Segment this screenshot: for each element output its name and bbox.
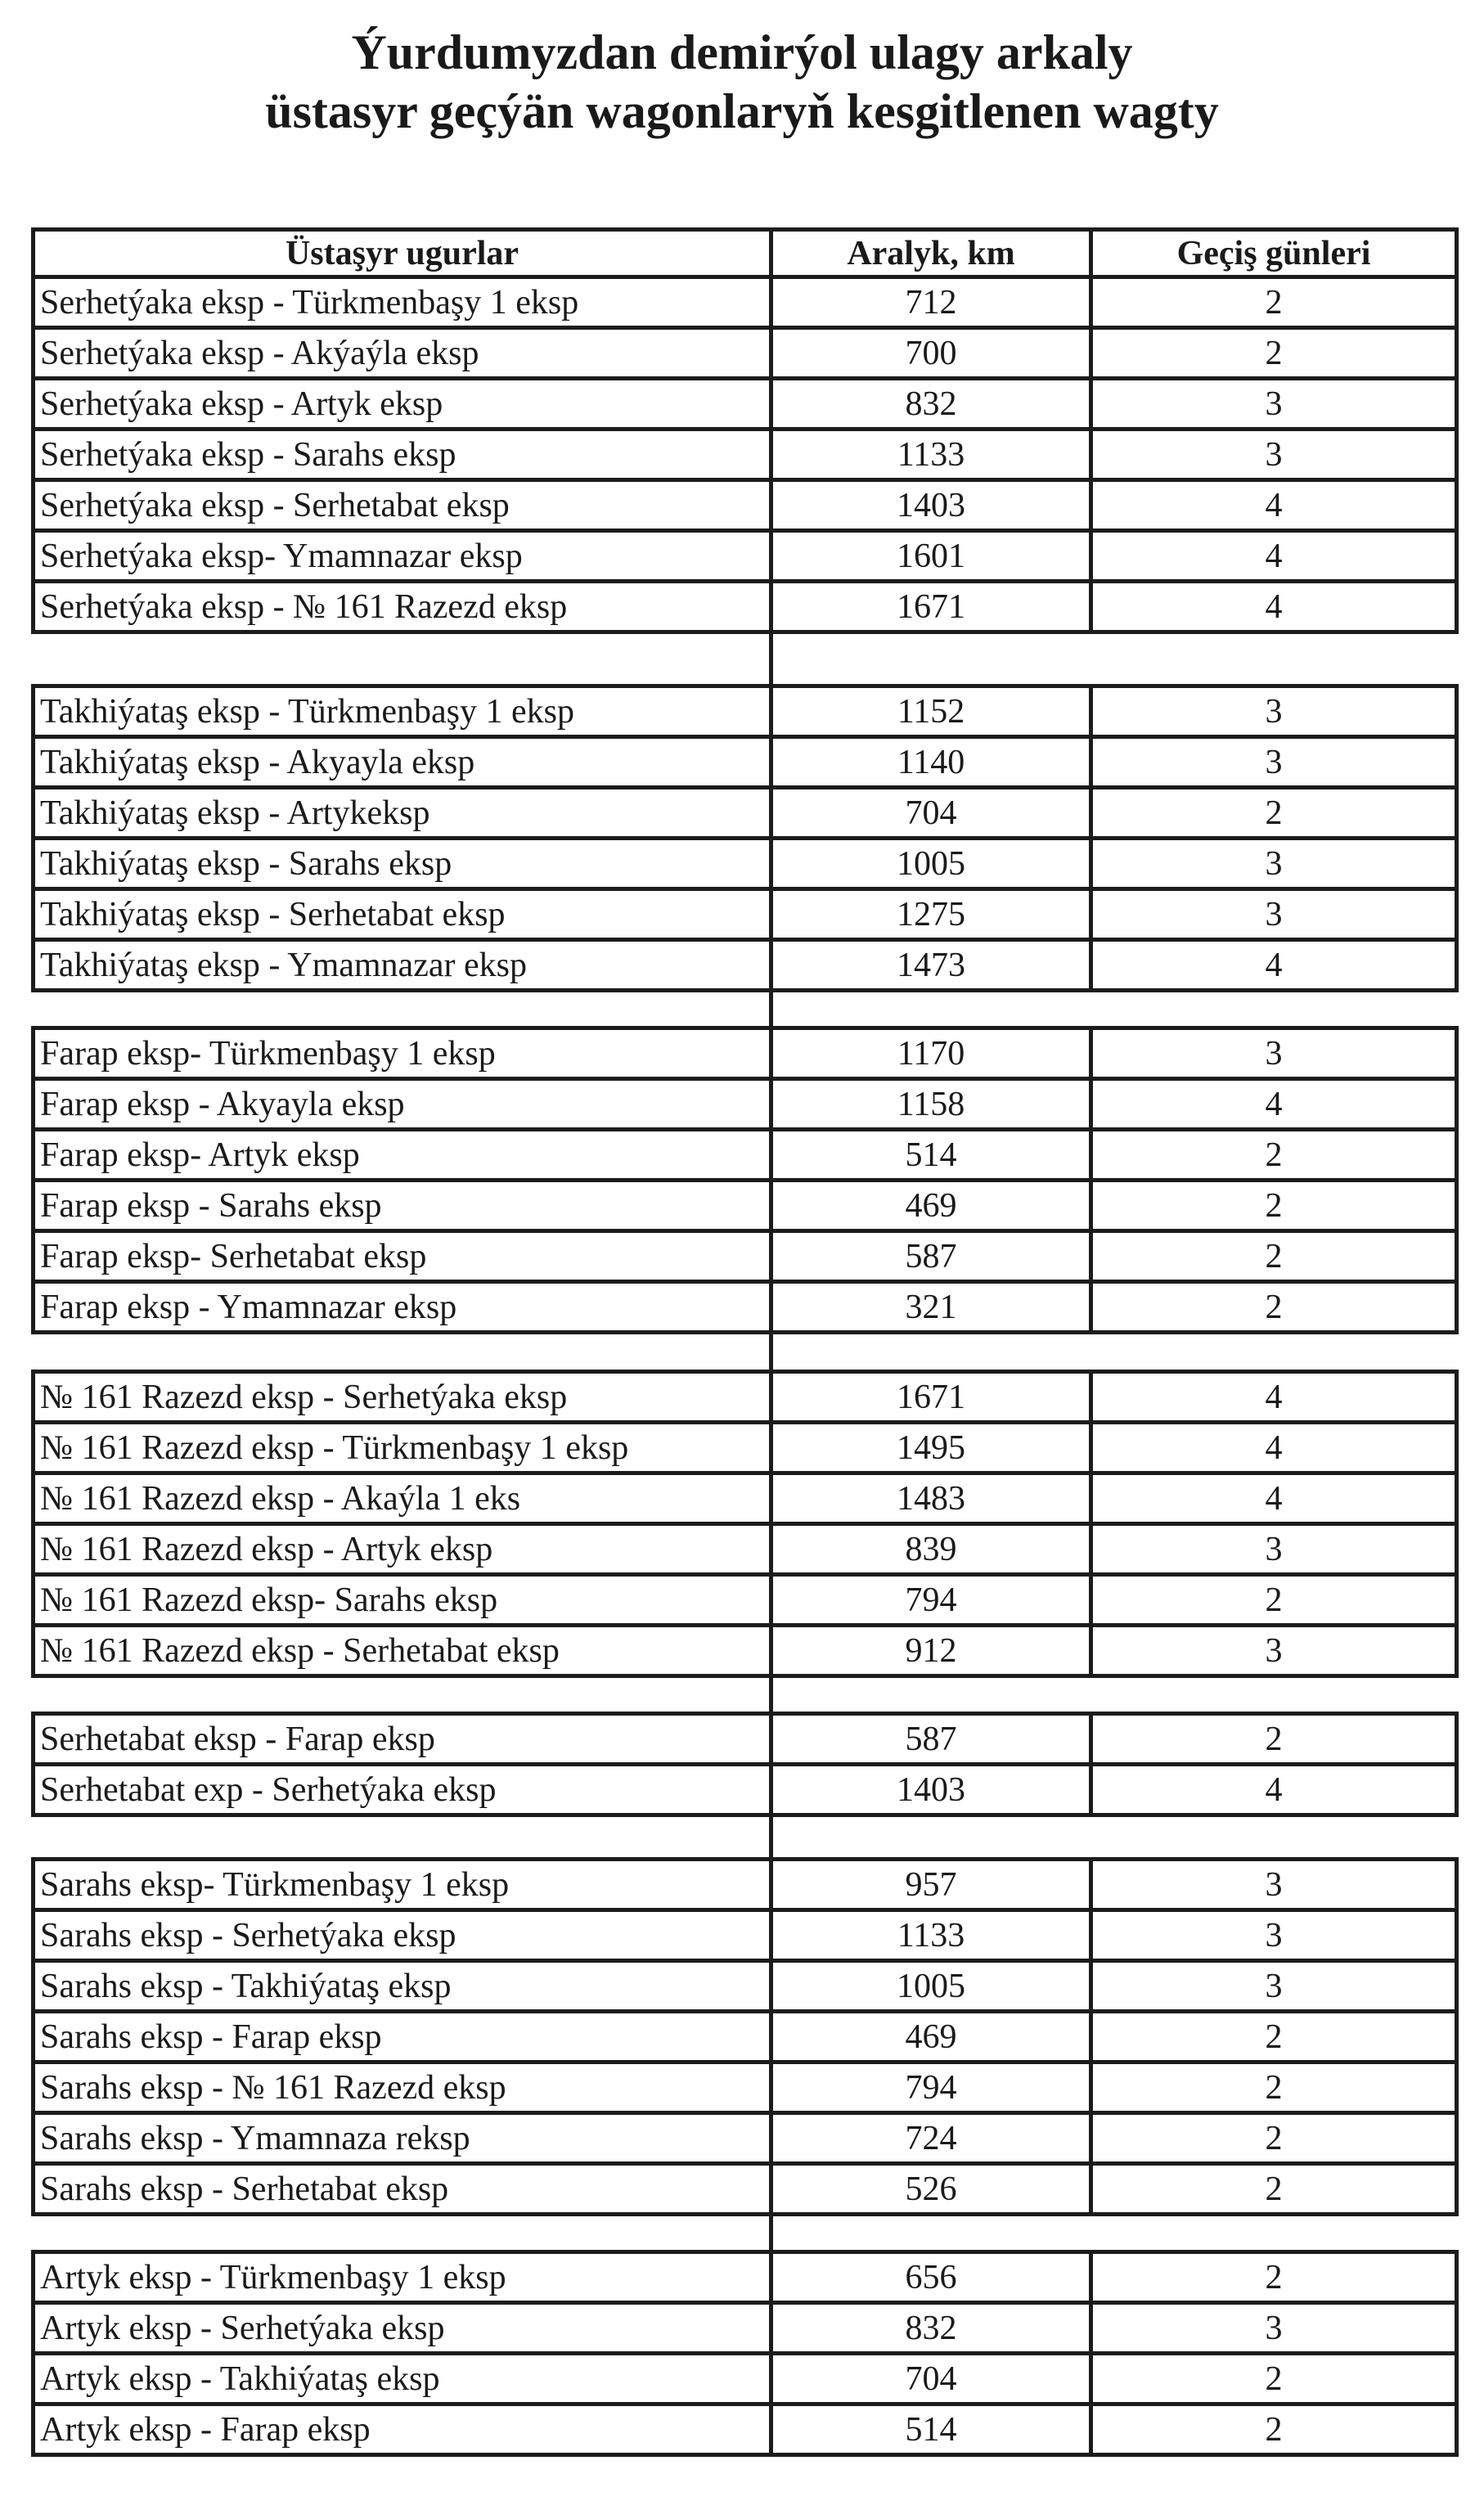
route-cell: Farap eksp - Akyayla eksp <box>35 1081 773 1127</box>
table-row <box>35 1526 1459 1577</box>
days-cell: 3 <box>1093 1526 1459 1572</box>
days-cell: 3 <box>1093 1963 1459 2009</box>
table-row <box>35 739 1459 789</box>
table-row <box>35 891 1459 942</box>
distance-cell: 704 <box>773 2355 1093 2402</box>
days-cell: 4 <box>1093 1766 1459 1813</box>
table-row <box>35 2166 1459 2216</box>
days-cell: 3 <box>1093 431 1459 478</box>
route-cell: № 161 Razezd eksp - Serhetýaka eksp <box>35 1374 773 1420</box>
distance-cell: 526 <box>773 2166 1093 2212</box>
route-cell: Artyk eksp - Serhetýaka eksp <box>35 2305 773 2351</box>
days-cell: 3 <box>1093 1627 1459 1674</box>
route-cell: № 161 Razezd eksp- Sarahs eksp <box>35 1577 773 1623</box>
table-row <box>35 2013 1459 2064</box>
days-cell: 4 <box>1093 942 1459 988</box>
distance-cell: 1495 <box>773 1424 1093 1471</box>
table-row <box>35 533 1459 583</box>
table-row <box>35 1284 1459 1334</box>
route-cell: Farap eksp- Türkmenbaşy 1 eksp <box>35 1030 773 1077</box>
route-cell: № 161 Razezd eksp - Akaýla 1 eks <box>35 1475 773 1522</box>
distance-cell: 1152 <box>773 688 1093 735</box>
column-header-distance: Aralyk, km <box>773 232 1093 275</box>
table-row <box>35 840 1459 891</box>
route-cell: Artyk eksp - Farap eksp <box>35 2406 773 2453</box>
distance-cell: 1275 <box>773 891 1093 938</box>
table-group <box>31 1026 1459 1334</box>
days-cell: 4 <box>1093 1475 1459 1522</box>
distance-cell: 1473 <box>773 942 1093 988</box>
route-cell: Takhiýataş eksp - Artykeksp <box>35 789 773 836</box>
days-cell: 3 <box>1093 2305 1459 2351</box>
table-row <box>35 1081 1459 1131</box>
table-row <box>35 380 1459 431</box>
route-cell: Sarahs eksp - № 161 Razezd eksp <box>35 2064 773 2111</box>
days-cell: 2 <box>1093 1577 1459 1623</box>
route-cell: Sarahs eksp - Ymamnaza reksp <box>35 2115 773 2161</box>
distance-cell: 794 <box>773 1577 1093 1623</box>
distance-cell: 656 <box>773 2254 1093 2301</box>
route-cell: Serhetýaka eksp - Serhetabat eksp <box>35 482 773 529</box>
table-row <box>35 1912 1459 1963</box>
table-row <box>35 1716 1459 1766</box>
table-row <box>35 1030 1459 1081</box>
table-row <box>35 942 1459 992</box>
table-group <box>31 684 1459 992</box>
table-row <box>35 789 1459 840</box>
distance-cell: 587 <box>773 1716 1093 1762</box>
route-cell: Serhetýaka eksp- Ymamnazar eksp <box>35 533 773 579</box>
distance-cell: 1158 <box>773 1081 1093 1127</box>
table-row <box>35 279 1459 330</box>
table-row <box>35 431 1459 482</box>
route-cell: Farap eksp- Artyk eksp <box>35 1131 773 1178</box>
route-cell: № 161 Razezd eksp - Artyk eksp <box>35 1526 773 1572</box>
group-separator-line <box>769 992 773 1026</box>
days-cell: 2 <box>1093 2115 1459 2161</box>
days-cell: 2 <box>1093 2064 1459 2111</box>
table-header-row <box>35 232 1459 279</box>
distance-cell: 321 <box>773 1284 1093 1330</box>
route-cell: № 161 Razezd eksp - Serhetabat eksp <box>35 1627 773 1674</box>
distance-cell: 1005 <box>773 1963 1093 2009</box>
table-row <box>35 2406 1459 2457</box>
days-cell: 3 <box>1093 1912 1459 1959</box>
days-cell: 2 <box>1093 789 1459 836</box>
table-row <box>35 2115 1459 2166</box>
route-cell: Sarahs eksp - Takhiýataş eksp <box>35 1963 773 2009</box>
days-cell: 4 <box>1093 1424 1459 1471</box>
days-cell: 2 <box>1093 2254 1459 2301</box>
table-row <box>35 1424 1459 1475</box>
distance-cell: 1671 <box>773 1374 1093 1420</box>
days-cell: 3 <box>1093 1861 1459 1908</box>
route-cell: Sarahs eksp - Serhetabat eksp <box>35 2166 773 2212</box>
table-row <box>35 2064 1459 2115</box>
route-cell: № 161 Razezd eksp - Türkmenbaşy 1 eksp <box>35 1424 773 1471</box>
distance-cell: 514 <box>773 1131 1093 1178</box>
days-cell: 4 <box>1093 1081 1459 1127</box>
table-row <box>35 2254 1459 2305</box>
distance-cell: 712 <box>773 279 1093 326</box>
route-cell: Takhiýataş eksp - Sarahs eksp <box>35 840 773 887</box>
group-separator-line <box>769 2216 773 2250</box>
title-line-2: üstasyr geçýän wagonlaryň kesgitlenen wagty <box>265 84 1219 138</box>
route-cell: Serhetabat exp - Serhetýaka eksp <box>35 1766 773 1813</box>
distance-cell: 469 <box>773 2013 1093 2060</box>
days-cell: 4 <box>1093 482 1459 529</box>
route-cell: Farap eksp - Ymamnazar eksp <box>35 1284 773 1330</box>
days-cell: 2 <box>1093 2166 1459 2212</box>
distance-cell: 1133 <box>773 431 1093 478</box>
route-cell: Serhetýaka eksp - Sarahs eksp <box>35 431 773 478</box>
days-cell: 3 <box>1093 739 1459 785</box>
route-cell: Takhiýataş eksp - Akyayla eksp <box>35 739 773 785</box>
distance-cell: 587 <box>773 1233 1093 1280</box>
days-cell: 3 <box>1093 688 1459 735</box>
title-line-1: Ýurdumyzdan demirýol ulagy arkaly <box>351 25 1133 79</box>
distance-cell: 1671 <box>773 583 1093 630</box>
days-cell: 4 <box>1093 1374 1459 1420</box>
table-row <box>35 330 1459 380</box>
route-cell: Sarahs eksp- Türkmenbaşy 1 eksp <box>35 1861 773 1908</box>
route-cell: Takhiýataş eksp - Türkmenbaşy 1 eksp <box>35 688 773 735</box>
table-row <box>35 2305 1459 2355</box>
distance-cell: 1170 <box>773 1030 1093 1077</box>
table-group <box>31 1712 1459 1817</box>
column-header-route: Üstaşyr ugurlar <box>35 232 773 275</box>
table-row <box>35 2355 1459 2406</box>
distance-cell: 912 <box>773 1627 1093 1674</box>
route-cell: Artyk eksp - Türkmenbaşy 1 eksp <box>35 2254 773 2301</box>
days-cell: 2 <box>1093 330 1459 376</box>
route-cell: Serhetýaka eksp - № 161 Razezd eksp <box>35 583 773 630</box>
distance-cell: 469 <box>773 1182 1093 1229</box>
route-cell: Takhiýataş eksp - Ymamnazar eksp <box>35 942 773 988</box>
distance-cell: 832 <box>773 380 1093 427</box>
table-group <box>31 2250 1459 2457</box>
days-cell: 3 <box>1093 380 1459 427</box>
days-cell: 2 <box>1093 1284 1459 1330</box>
days-cell: 2 <box>1093 1233 1459 1280</box>
route-cell: Serhetýaka eksp - Artyk eksp <box>35 380 773 427</box>
days-cell: 2 <box>1093 1131 1459 1178</box>
route-cell: Sarahs eksp - Farap eksp <box>35 2013 773 2060</box>
days-cell: 2 <box>1093 2355 1459 2402</box>
distance-cell: 1403 <box>773 482 1093 529</box>
table-row <box>35 482 1459 533</box>
days-cell: 3 <box>1093 1030 1459 1077</box>
distance-cell: 839 <box>773 1526 1093 1572</box>
distance-cell: 514 <box>773 2406 1093 2453</box>
table-row <box>35 1627 1459 1678</box>
table-row <box>35 1131 1459 1182</box>
table-group <box>31 1370 1459 1678</box>
group-separator-line <box>769 1334 773 1370</box>
table-row <box>35 688 1459 739</box>
table-group <box>31 1857 1459 2216</box>
distance-cell: 1601 <box>773 533 1093 579</box>
days-cell: 2 <box>1093 1716 1459 1762</box>
distance-cell: 1483 <box>773 1475 1093 1522</box>
group-separator-line <box>769 634 773 684</box>
group-separator-line <box>769 1817 773 1857</box>
route-cell: Takhiýataş eksp - Serhetabat eksp <box>35 891 773 938</box>
table-row <box>35 1475 1459 1526</box>
distance-cell: 1005 <box>773 840 1093 887</box>
distance-cell: 1140 <box>773 739 1093 785</box>
route-cell: Artyk eksp - Takhiýataş eksp <box>35 2355 773 2402</box>
distance-cell: 1133 <box>773 1912 1093 1959</box>
table-group <box>31 227 1459 634</box>
table-row <box>35 1182 1459 1233</box>
table-row <box>35 1374 1459 1424</box>
distance-cell: 704 <box>773 789 1093 836</box>
route-cell: Serhetýaka eksp - Türkmenbaşy 1 eksp <box>35 279 773 326</box>
days-cell: 2 <box>1093 1182 1459 1229</box>
route-cell: Serhetabat eksp - Farap eksp <box>35 1716 773 1762</box>
distance-cell: 957 <box>773 1861 1093 1908</box>
route-cell: Sarahs eksp - Serhetýaka eksp <box>35 1912 773 1959</box>
days-cell: 3 <box>1093 840 1459 887</box>
distance-cell: 794 <box>773 2064 1093 2111</box>
days-cell: 2 <box>1093 2406 1459 2453</box>
days-cell: 2 <box>1093 2013 1459 2060</box>
table-row <box>35 583 1459 634</box>
column-header-days: Geçiş günleri <box>1093 232 1459 275</box>
table-row <box>35 1963 1459 2013</box>
table-row <box>35 1577 1459 1627</box>
route-cell: Serhetýaka eksp - Akýaýla eksp <box>35 330 773 376</box>
route-cell: Farap eksp - Sarahs eksp <box>35 1182 773 1229</box>
route-cell: Farap eksp- Serhetabat eksp <box>35 1233 773 1280</box>
days-cell: 4 <box>1093 533 1459 579</box>
table-row <box>35 1233 1459 1284</box>
days-cell: 4 <box>1093 583 1459 630</box>
days-cell: 3 <box>1093 891 1459 938</box>
group-separator-line <box>769 1678 773 1712</box>
distance-cell: 700 <box>773 330 1093 376</box>
distance-cell: 1403 <box>773 1766 1093 1813</box>
days-cell: 2 <box>1093 279 1459 326</box>
table-row <box>35 1861 1459 1912</box>
distance-cell: 724 <box>773 2115 1093 2161</box>
table-row <box>35 1766 1459 1817</box>
distance-cell: 832 <box>773 2305 1093 2351</box>
